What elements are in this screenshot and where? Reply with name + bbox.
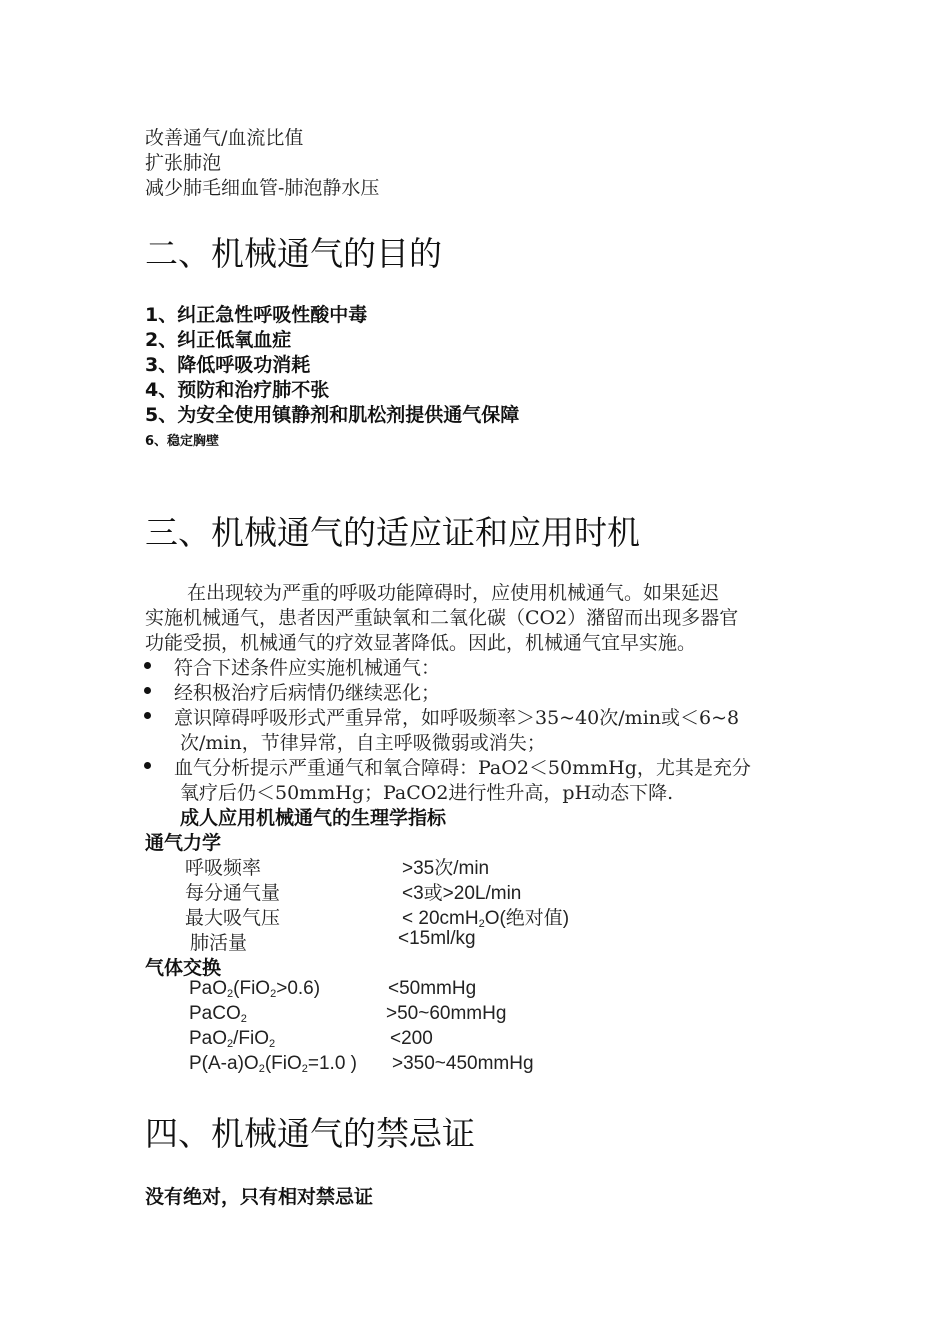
bullet-text: 血气分析提示严重通气和氧合障碍：PaO2＜50mmHg，尤其是充分 <box>174 757 751 779</box>
paragraph-line: 实施机械通气，患者因严重缺氧和二氧化碳（CO2）潴留而出现多器官 <box>145 607 739 629</box>
paragraph-line: 在出现较为严重的呼吸功能障碍时，应使用机械通气。如果延迟 <box>187 582 720 604</box>
bullet-icon <box>144 712 151 719</box>
indicator-value: <15ml/kg <box>398 928 476 949</box>
purpose-item: 1、纠正急性呼吸性酸中毒 <box>145 304 368 326</box>
indicator-value: >35次/min <box>402 858 490 879</box>
bullet-text: 意识障碍呼吸形式严重异常，如呼吸频率＞35~40次/min或＜6~8 <box>174 707 740 729</box>
bullet-text: 符合下述条件应实施机械通气： <box>174 657 441 679</box>
section-body: 没有绝对，只有相对禁忌证 <box>145 1186 374 1208</box>
section-heading: 二、机械通气的目的 <box>145 234 442 273</box>
purpose-item: 3、降低呼吸功消耗 <box>145 354 311 376</box>
bullet-text: 氧疗后仍＜50mmHg；PaCO2进行性升高，pH动态下降. <box>180 782 674 804</box>
bullet-icon <box>144 662 151 669</box>
bullet-icon <box>144 762 151 769</box>
indicator-value: <200 <box>390 1028 433 1049</box>
group-label: 通气力学 <box>145 832 222 854</box>
intro-line: 改善通气/血流比值 <box>145 127 304 149</box>
bullet-text: 经积极治疗后病情仍继续恶化； <box>174 682 441 704</box>
purpose-item: 2、纠正低氧血症 <box>145 329 292 351</box>
intro-line: 减少肺毛细血管-肺泡静水压 <box>145 177 380 199</box>
bullet-text: 次/min，节律异常，自主呼吸微弱或消失； <box>180 732 546 754</box>
table-title: 成人应用机械通气的生理学指标 <box>180 807 447 829</box>
indicator-name: $P(A-a)O_2(FiO_2=1.0$ ) <box>189 1053 357 1075</box>
section-heading: 三、机械通气的适应证和应用时机 <box>145 513 640 552</box>
indicator-value: < 20cmH$_2$O(绝对值) <box>402 908 570 930</box>
group-label: 气体交换 <box>145 957 222 979</box>
indicator-value: <50mmHg <box>388 978 477 999</box>
section-heading: 四、机械通气的禁忌证 <box>145 1114 475 1153</box>
indicator-value: >350~450mmHg <box>392 1053 534 1074</box>
indicator-value: <3或>20L/min <box>402 883 522 904</box>
purpose-item: 5、为安全使用镇静剂和肌松剂提供通气保障 <box>145 404 520 426</box>
bullet-icon <box>144 687 151 694</box>
indicator-name: PaO$_2$/FiO$_2$ <box>189 1028 276 1050</box>
paragraph-line: 功能受损，机械通气的疗效显著降低。因此，机械通气宜早实施。 <box>145 632 697 654</box>
indicator-name: PaO$_2$(FiO$_2$>0.6) <box>189 978 321 1000</box>
purpose-item: 4、预防和治疗肺不张 <box>145 379 330 401</box>
indicator-name: PaCO$_2$ <box>189 1003 247 1025</box>
purpose-item: 6、稳定胸壁 <box>145 434 220 449</box>
indicator-name: 肺活量 <box>190 932 248 954</box>
intro-line: 扩张肺泡 <box>145 152 222 174</box>
indicator-name: 最大吸气压 <box>185 907 281 929</box>
indicator-name: 每分通气量 <box>185 882 281 904</box>
indicator-name: 呼吸频率 <box>185 857 262 879</box>
indicator-value: >50~60mmHg <box>386 1003 507 1024</box>
